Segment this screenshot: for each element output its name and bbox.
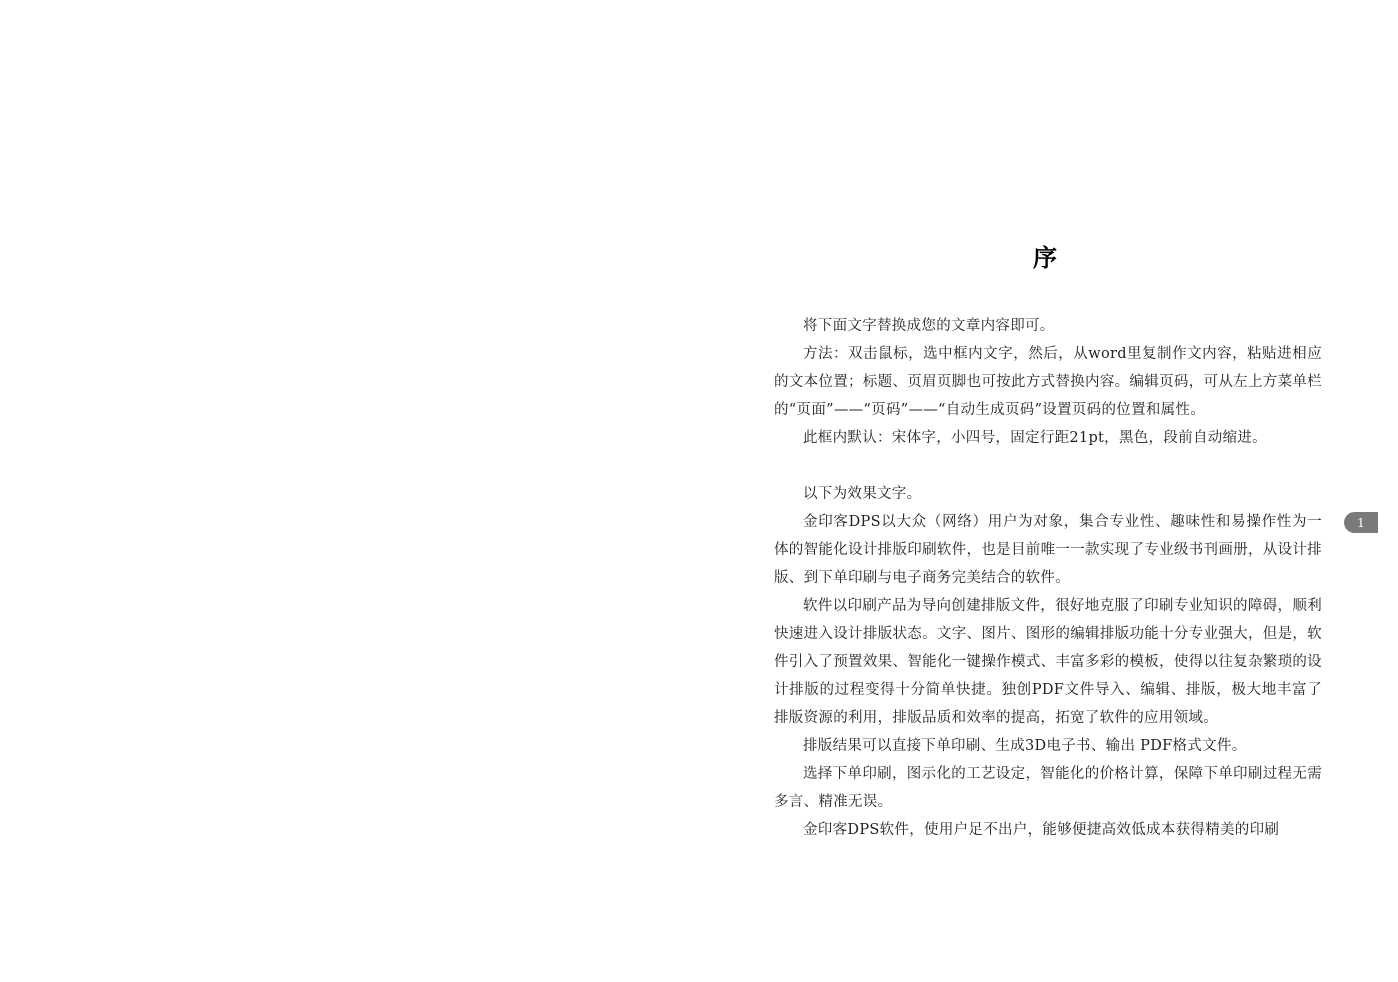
page-number-tab [1344,512,1378,533]
paragraph-closing: 金印客DPS软件，使用户足不出户，能够便捷高效低成本获得精美的印刷 [803,822,1280,838]
paragraph-intro: 将下面文字替换成您的文章内容即可。 [803,318,1055,334]
paragraph-effect-heading: 以下为效果文字。 [803,486,922,502]
paragraph-ordering: 选择下单印刷，图示化的工艺设定，智能化的价格计算，保障下单印刷过程无需多言、精准无误。 [774,766,1322,810]
paragraph-defaults: 此框内默认：宋体字，小四号，固定行距21pt，黑色，段前自动缩进。 [803,430,1267,446]
paragraph-dps-features: 软件以印刷产品为导向创建排版文件，很好地克服了印刷专业知识的障碍，顺利快速进入设计排版状态。文字、图片、图形的编辑排版功能十分专业强大，但是，软件引入了预置效果、智能化一键操作模式、丰富多彩的模板，使得以往复杂繁琐的设计排版的过程变得十分简单快捷。独创PDF文件导入、编辑、排版，极大地丰富了排版资源的利用，排版品质和效率的提高，拓宽了软件的应用领域。 [774,598,1322,726]
page-title: 序 [1033,244,1057,272]
paragraph-output: 排版结果可以直接下单印刷、生成3D电子书、输出 PDF格式文件。 [803,738,1247,754]
paragraph-method: 方法：双击鼠标，选中框内文字，然后，从word里复制作文内容，粘贴进相应的文本位置；标题、页眉页脚也可按此方式替换内容。编辑页码，可从左上方菜单栏的“页面”——“页码”——“自动生成页码”设置页码的位置和属性。 [774,346,1322,418]
paragraph-dps-intro: 金印客DPS以大众（网络）用户为对象，集合专业性、趣味性和易操作性为一体的智能化设计排版印刷软件，也是目前唯一一款实现了专业级书刊画册，从设计排版、到下单印刷与电子商务完美结合的软件。 [774,514,1322,586]
right-page [699,0,1398,982]
page-number: 1 [1357,515,1365,530]
body-text-frame[interactable] [774,312,1322,844]
paragraph-spacer [774,452,1322,480]
